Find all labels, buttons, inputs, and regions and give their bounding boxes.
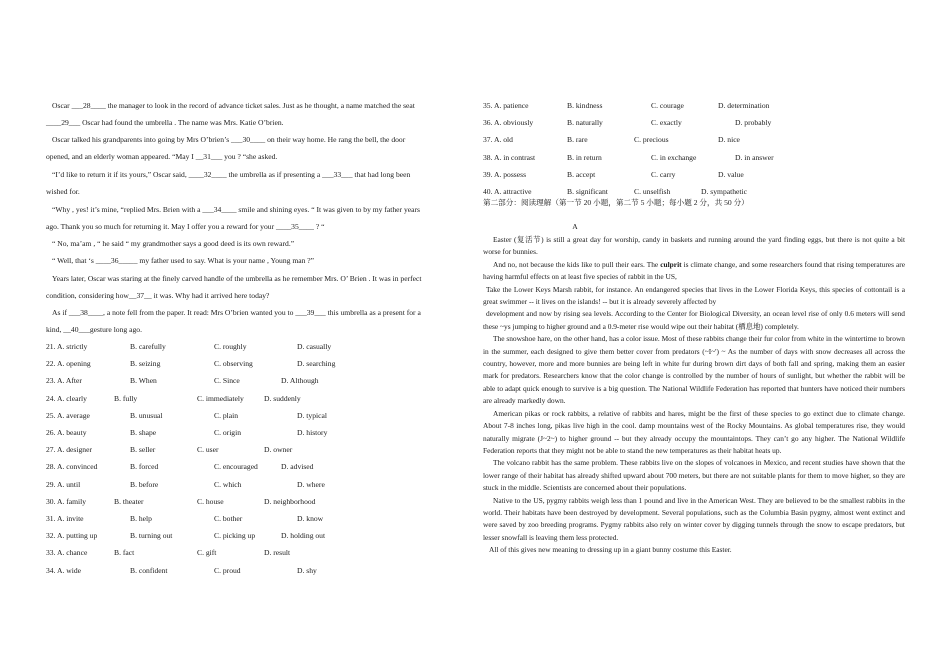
option-choice: C. roughly — [214, 342, 247, 351]
option-choice: D. searching — [297, 359, 336, 369]
option-choice: B. theater — [114, 496, 144, 506]
bold-keyword: culprit — [660, 259, 682, 269]
option-choice: C. courage — [651, 101, 684, 110]
option-choice: C. user — [197, 445, 219, 455]
option-choice: C. proud — [214, 565, 241, 575]
reading-paragraph: Native to the US, pygmy rabbits weigh less than 1 pound and live in the American West. They are believed to be the smallest rabbits in the world. Their habitats have been destroyed by development. Several populations, such as the Columbia Basin pygmy, almost went extinct and were saved by zoo breeding programs. Pygmy rabbits also rely on winter cover by digging tunnels through the snow to escape predators, but lesser snowfall is leaving them less protected. — [483, 495, 905, 542]
option-choice: C. origin — [214, 428, 242, 437]
option-choice: C. precious — [634, 135, 669, 145]
option-choice: C. picking up — [214, 531, 256, 541]
option-choice: 36. A. obviously — [483, 118, 534, 128]
option-choice: 30. A. family — [46, 496, 87, 506]
reading-paragraph: The snowshoe hare, on the other hand, has a color issue. Most of these rabbits change their fur color from white in the wintertime to brown in the summer, each designed to give them better cover from predators (~I~') ~ As the number of days with snow decreases all across the country, however, more and more bunnies are being left in white fur during brown dirt days of both fall and spring, making them an easier mark for predators. Researchers know that the color change is controlled by the number of hours of sunlight, but whether the rabbit will be able to adapt quick enough to survive is a big question. The National Wildlife Federation has reported that hunters have noticed their numbers are already markedly down. — [483, 334, 905, 406]
option-choice: D. advised — [281, 462, 314, 472]
option-choice: C. bother — [214, 514, 243, 523]
option-choice: B. unusual — [130, 410, 163, 420]
option-choice: 39. A. possess — [483, 169, 527, 179]
option-choice: 31. A. invite — [46, 514, 84, 523]
reading-paragraph: And no, not because the kids like to pull their ears. The culprit is climate change, and some researchers found that rising temperatures are having harmful effects on at least five species of rabbit in the US, — [483, 259, 905, 282]
option-choice: B. carefully — [130, 342, 166, 351]
reading-paragraph: American pikas or rock rabbits, a relative of rabbits and hares, might be the first of these species to go extinct due to climate change. About 7-8 inches long, pikas live high in the cool. damp mountains west of the Rocky Mountains. As global temperatures rise, they would naturally migrate (J~2~) to higher ground -- but they already occupy the mountaintops. They can’t go any higher. The National Wildlife Federation reports that they might not be able to stand the new temperatures as their habitat heats up. — [483, 408, 905, 455]
reading-paragraph: All of this gives new meaning to dressing up in a giant bunny costume this Easter. — [489, 545, 732, 555]
option-choice: 22. A. opening — [46, 359, 91, 369]
option-choice: B. seizing — [130, 359, 161, 369]
option-choice: B. fact — [114, 548, 135, 558]
option-choice: B. confident — [130, 565, 168, 575]
option-choice: 40. A. attractive — [483, 187, 532, 196]
option-choice: C. encouraged — [214, 462, 258, 472]
option-choice: D. probably — [735, 118, 772, 128]
option-choice: C. carry — [651, 169, 676, 179]
option-choice: D. neighborhood — [264, 496, 316, 506]
option-choice: B. kindness — [567, 101, 603, 110]
option-choice: 28. A. convinced — [46, 462, 98, 472]
cloze-paragraph-line: Years later, Oscar was staring at the finely carved handle of the umbrella as he remember Mrs. O’ Brien . It was in perfect — [52, 274, 422, 283]
option-choice: C. observing — [214, 359, 253, 369]
option-choice: C. immediately — [197, 393, 244, 403]
cloze-paragraph-line: As if ___38____, a note fell from the paper. It read: Mrs O’brien wanted you to ___39___ this umbrella as a present for a — [52, 308, 421, 317]
option-choice: D. suddenly — [264, 393, 301, 403]
option-choice: 25. A. average — [46, 410, 90, 420]
cloze-paragraph-line: “ No, ma’am , “ he said “ my grandmother says a good deed is its own reward.” — [52, 239, 295, 248]
option-choice: D. value — [718, 169, 744, 179]
option-choice: D. typical — [297, 410, 327, 420]
option-choice: 33. A. chance — [46, 548, 88, 558]
option-choice: B. significant — [567, 187, 608, 196]
cloze-paragraph-line: kind, __40___gesture long ago. — [46, 325, 142, 334]
option-choice: D. in answer — [735, 152, 774, 162]
option-choice: 27. A. designer — [46, 445, 92, 455]
option-choice: B. before — [130, 479, 159, 489]
option-choice: 34. A. wide — [46, 565, 82, 575]
option-choice: C. Since — [214, 376, 240, 386]
option-choice: 23. A. After — [46, 376, 82, 386]
cloze-paragraph-line: wished for. — [46, 187, 80, 196]
option-choice: D. result — [264, 548, 291, 558]
option-choice: D. holding out — [281, 531, 326, 541]
section-heading: 第二部分：阅读理解（第一节 20 小题，第二节 5 小题；每小题 2 分，共 50 分） — [483, 198, 749, 207]
option-choice: B. shape — [130, 428, 157, 437]
cloze-paragraph-line: “ Well, that ‘s ____36_____ my father used to say. What is your name , Young man ?” — [52, 256, 315, 265]
cloze-paragraph-line: ____29___ Oscar had found the umbrella . The name was Mrs. Katie O’brien. — [46, 118, 284, 127]
cloze-paragraph-line: Oscar talked his grandparents into going by Mrs O’brien’s ___30____ on their way home. He rang the bell, the door — [52, 135, 406, 144]
option-choice: 26. A. beauty — [46, 428, 87, 437]
option-choice: D. Although — [281, 376, 319, 386]
reading-paragraph: The volcano rabbit has the same problem. These rabbits live on the slopes of volcanoes in Mexico, and recent studies have shown that the lower range of their habitat has already shifted upward about 700 meters, but there are not suitable plants for them to move higher, so they are stuck in the middle. Scientists are concerned about their populations. — [483, 458, 905, 493]
option-choice: 38. A. in contrast — [483, 152, 536, 162]
cloze-paragraph-line: condition, considering how__37__ it was. Why had it arrived here today? — [46, 291, 270, 300]
reading-passage — [483, 234, 905, 557]
reading-paragraph: development and now by rising sea levels. According to the Center for Biological Diversity, an ocean level rise of only 0.6 meters will send these ~ys jumping to higher ground and a 0.9-meter rise would wipe out their habitat (栖息地) completely. — [483, 309, 905, 331]
option-choice: B. naturally — [567, 118, 603, 128]
option-choice: B. accept — [567, 169, 596, 179]
option-choice: D. sympathetic — [701, 187, 747, 196]
option-choice: C. which — [214, 479, 242, 489]
option-choice: B. fully — [114, 393, 138, 403]
reading-paragraph: Take the Lower Keys Marsh rabbit, for instance. An endangered species that lives in the Lower Florida Keys, this species of cottontail is a great swimmer -- it lives on the islands! -- but it is already severely affected by — [483, 284, 905, 307]
option-choice: B. seller — [130, 445, 156, 455]
option-choice: C. house — [197, 496, 224, 506]
option-choice: C. gift — [197, 548, 217, 558]
option-choice: C. in exchange — [651, 152, 697, 162]
option-choice: 35. A. patience — [483, 101, 529, 110]
option-choice: B. forced — [130, 462, 159, 472]
cloze-paragraph-line: opened, and an elderly woman appeared. “May I __31___ you ? “she asked. — [46, 152, 278, 161]
option-choice: 21. A. strictly — [46, 342, 88, 351]
cloze-paragraph-line: ago. Thank you so much for returning it. May I offer you a reward for your ____35____ ? “ — [46, 222, 325, 231]
option-choice: B. turning out — [130, 531, 173, 541]
option-choice: D. casually — [297, 342, 332, 351]
option-choice: D. history — [297, 428, 328, 437]
option-choice: C. plain — [214, 410, 239, 420]
option-choice: B. When — [130, 376, 157, 386]
option-choice: B. help — [130, 514, 152, 523]
option-choice: 37. A. old — [483, 135, 513, 145]
cloze-paragraph-line: Oscar ___28____ the manager to look in the record of advance ticket sales. Just as he thought, a name matched the seat — [52, 101, 415, 110]
option-choice: B. in return — [567, 152, 602, 162]
cloze-paragraph-line: “Why , yes! it’s mine, “replied Mrs. Brien with a ___34____ smile and shining eyes. “ It was given to by my father years — [52, 205, 421, 214]
option-choice: 32. A. putting up — [46, 531, 98, 541]
option-choice: D. where — [297, 479, 325, 489]
option-choice: D. shy — [297, 565, 317, 575]
passage-label: A — [572, 222, 578, 231]
option-choice: D. nice — [718, 135, 740, 145]
option-choice: D. determination — [718, 101, 770, 110]
option-choice: B. rare — [567, 135, 588, 145]
option-choice: C. unselfish — [634, 187, 671, 196]
reading-paragraph: Easter (复活节) is still a great day for worship, candy in baskets and running around the yard finding eggs, but there is not quite a bit worse for bunnies. — [483, 235, 905, 257]
option-choice: C. exactly — [651, 118, 682, 128]
option-choice: 24. A. clearly — [46, 393, 87, 403]
option-choice: D. owner — [264, 445, 293, 455]
option-choice: D. know — [297, 514, 324, 523]
option-choice: 29. A. until — [46, 479, 81, 489]
cloze-paragraph-line: “I’d like to return it if its yours,” Oscar said, ____32____ the umbrella as if presenting a ___33___ that had long been — [52, 170, 411, 179]
